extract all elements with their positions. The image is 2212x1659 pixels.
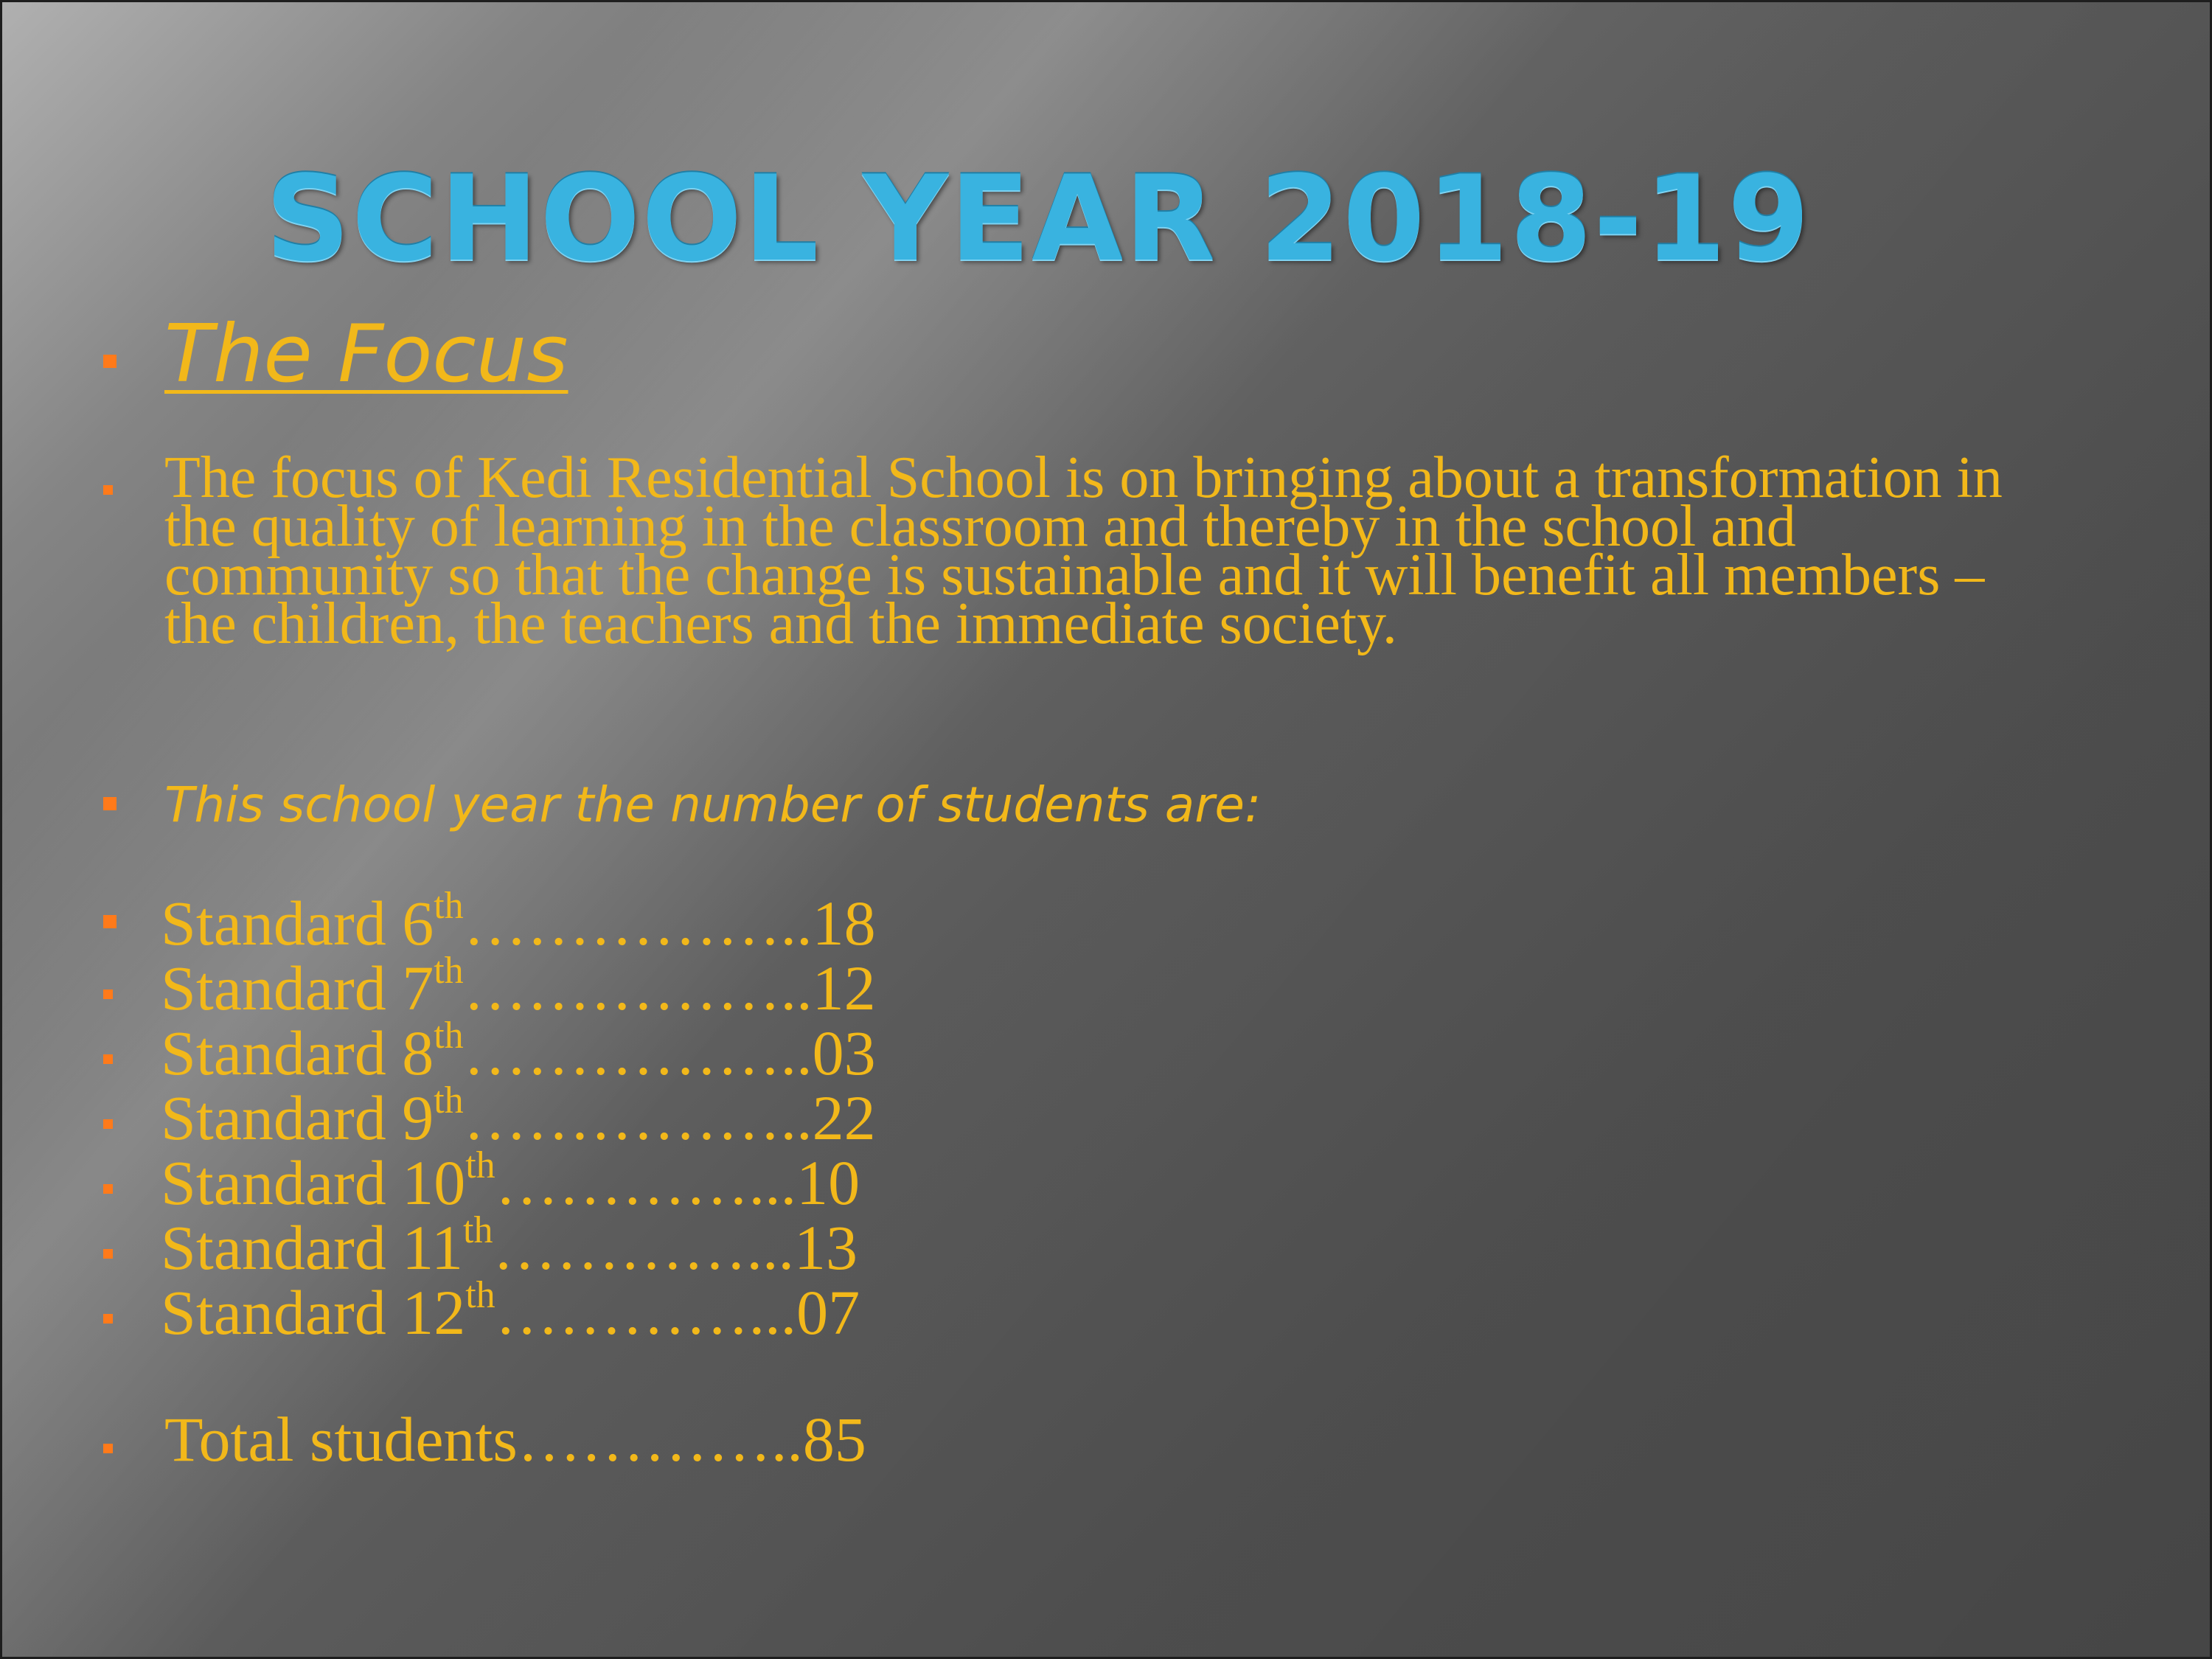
students-intro: This school year the number of students are:: [164, 776, 1262, 833]
bullet-icon: [103, 1054, 113, 1064]
bullet-icon: [103, 355, 116, 368]
dot-leader: ……………..: [463, 1018, 813, 1088]
standard-count: 18: [812, 888, 876, 959]
standard-label: Standard 11: [161, 1212, 464, 1283]
standard-count: 10: [796, 1147, 860, 1218]
standard-row: [161, 1015, 876, 1088]
standard-suffix: th: [434, 885, 464, 928]
standard-label: Standard 12: [161, 1277, 466, 1348]
total-label: Total students: [164, 1404, 518, 1475]
bullet-icon: [103, 797, 116, 810]
standard-count: 13: [793, 1212, 858, 1283]
standard-label: Standard 7: [161, 953, 434, 1023]
dot-leader: …………..: [517, 1404, 803, 1475]
slide-title: SCHOOL YEAR 2018-19: [265, 150, 1812, 288]
bullet-icon: [103, 1314, 113, 1324]
bullet-icon: [103, 1184, 113, 1194]
standard-label: Standard 9: [161, 1082, 434, 1153]
standard-suffix: th: [463, 1209, 493, 1252]
standard-row: [161, 1144, 860, 1218]
standard-suffix: th: [434, 950, 464, 992]
total-count: 85: [802, 1404, 866, 1475]
standard-count: 22: [812, 1082, 876, 1153]
standard-row: [161, 885, 876, 959]
standard-suffix: th: [465, 1144, 495, 1187]
dot-leader: ……………..: [463, 1082, 813, 1153]
bullet-icon: [103, 990, 113, 999]
standard-suffix: th: [434, 1015, 464, 1057]
bullet-icon: [103, 485, 113, 495]
standard-label: Standard 10: [161, 1147, 466, 1218]
standard-label: Standard 8: [161, 1018, 434, 1088]
standard-row: [161, 950, 876, 1023]
standard-label: Standard 6: [161, 888, 434, 959]
standard-row: [161, 1209, 858, 1283]
dot-leader: ……………..: [463, 953, 813, 1023]
bullet-icon: [103, 1119, 113, 1129]
bullet-icon: [103, 1444, 113, 1453]
standard-count: 03: [812, 1018, 876, 1088]
standard-count: 12: [812, 953, 876, 1023]
dot-leader: ……………..: [463, 888, 813, 959]
standard-row: [161, 1079, 876, 1153]
dot-leader: …………...: [495, 1277, 797, 1348]
bullet-icon: [103, 1249, 113, 1259]
total-row: [164, 1404, 866, 1475]
standard-suffix: th: [434, 1079, 464, 1122]
standard-suffix: th: [465, 1274, 495, 1317]
focus-paragraph: The focus of Kedi Residential School is on bringing about a transformation in the quality of learning in the classroom and thereby in the school and community so that the change is sustainable and it will benefit all members – the children, the teachers and the immediate society.: [164, 445, 2003, 656]
dot-leader: …………...: [495, 1147, 797, 1218]
standard-count: 07: [796, 1277, 860, 1348]
dot-leader: …………...: [493, 1212, 794, 1283]
bullet-icon: [103, 915, 116, 928]
focus-heading: The Focus: [164, 308, 568, 400]
standard-row: [161, 1274, 860, 1348]
